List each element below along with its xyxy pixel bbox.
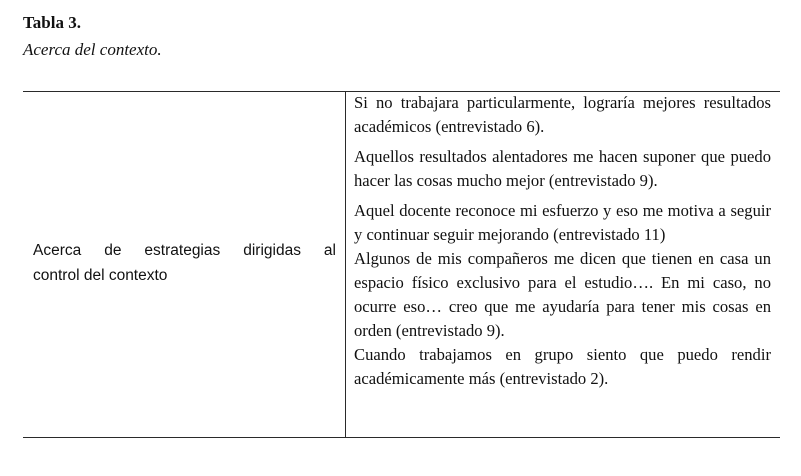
category-text-line-1: Acerca de estrategias dirigidas al: [33, 242, 336, 259]
quotes-cell: [354, 91, 771, 391]
quote-entrevistado-11: Aquel docente reconoce mi esfuerzo y eso me motiva a seguir y continuar seguir mejorando (entrevistado 11): [354, 201, 771, 244]
table-caption-title: Tabla 3.: [23, 13, 81, 32]
category-text-line-2: control del contexto: [33, 267, 168, 284]
quote-entrevistado-9-b: Algunos de mis compañeros me dicen que tienen en casa un espacio físico exclusivo para el estudio…. En mi caso, no ocurre eso… creo que me ayudaría para tener mis cosas en orden (entrevistado 9).: [354, 249, 771, 340]
table-bottom-rule: [23, 437, 780, 438]
quote-entrevistado-2: Cuando trabajamos en grupo siento que puedo rendir académicamente más (entrevistado 2).: [354, 345, 771, 388]
quote-entrevistado-6: Si no trabajara particularmente, lograría mejores resultados académicos (entrevistado 6).: [354, 93, 771, 136]
table-caption-subtitle: Acerca del contexto.: [23, 40, 162, 59]
quote-entrevistado-9-a: Aquellos resultados alentadores me hacen suponer que puedo hacer las cosas mucho mejor (entrevistado 9).: [354, 147, 771, 190]
category-cell: [33, 238, 336, 288]
table-column-divider: [345, 91, 346, 438]
